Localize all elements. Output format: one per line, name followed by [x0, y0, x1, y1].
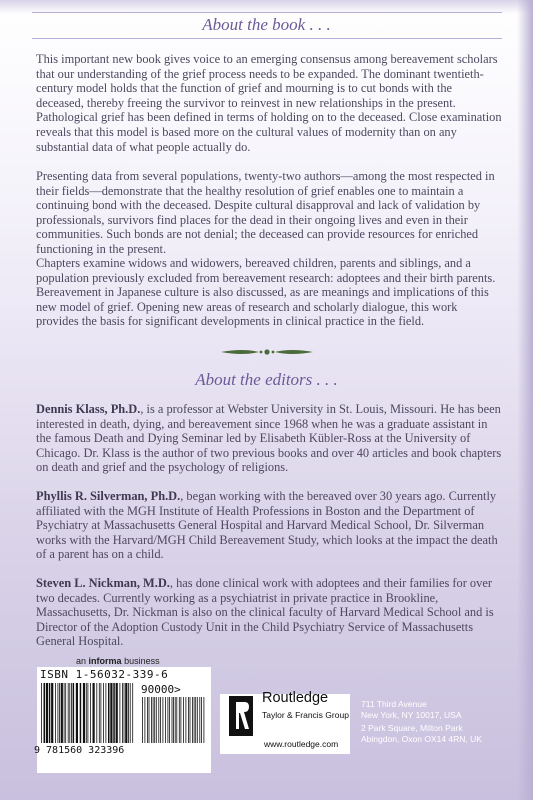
barcode-bar — [147, 697, 148, 743]
supplement-barcode — [141, 697, 207, 743]
barcode-bar — [183, 697, 184, 743]
barcode-bar — [71, 683, 72, 743]
barcode-bar — [64, 683, 65, 743]
barcode-bar — [132, 683, 133, 743]
barcode-bar — [103, 683, 104, 743]
ornament-divider — [219, 345, 315, 359]
barcode-bar — [41, 683, 42, 743]
barcode-bar — [163, 697, 164, 743]
barcode-bar — [101, 683, 102, 743]
publisher-name: Routledge — [262, 690, 329, 706]
price-supplement-label: 90000> — [141, 683, 181, 696]
about-editors-heading: About the editors . . . — [195, 370, 338, 389]
barcode-bar — [110, 683, 112, 743]
barcode-bar — [116, 683, 118, 743]
barcode-bar — [120, 683, 121, 743]
isbn-label: ISBN 1-56032-339-6 — [40, 668, 169, 681]
informa-suffix: business — [124, 656, 160, 666]
barcode-bar — [125, 683, 127, 743]
barcode-bar — [76, 683, 78, 743]
routledge-logo-icon — [229, 696, 253, 736]
barcode-bar — [51, 683, 53, 743]
right-shading — [517, 0, 533, 800]
barcode-bar — [151, 697, 152, 743]
editor-name: Phyllis R. Silverman, Ph.D. — [36, 489, 181, 503]
address-line: Abingdon, Oxon OX14 4RN, UK — [361, 734, 482, 744]
publisher-url: www.routledge.com — [264, 739, 339, 749]
barcode-bar — [86, 683, 87, 743]
informa-brand: informa — [88, 656, 122, 666]
isbn-barcode — [40, 683, 135, 743]
barcode-bar — [80, 683, 82, 743]
barcode-bar — [158, 697, 159, 743]
barcode-bar — [142, 697, 143, 743]
heading-top-rule — [32, 12, 502, 13]
barcode-bar — [194, 697, 195, 743]
informa-tagline — [76, 656, 160, 666]
book-paragraph-1: This important new book gives voice to an emerging consensus among bereavement scholars that our understanding of the grief process needs to be expanded. The dominant twentieth-century model holds that the function of grief and mourning is to cut bonds with the deceased, thereby freeing the survivor to reinvest in new relationships in the present. Pathological grief has been defined in terms of holding on to the deceased. Close examination reveals that this model is based more on the cultural values of modernity than on any substantial data of what people actually do. — [36, 52, 502, 154]
barcode-digits: 9 781560 323396 — [34, 745, 125, 756]
book-paragraph-2: Presenting data from several populations, twenty-two authors—among the most respected in their fields—demonstrate that the healthy resolution of grief enables one to maintain a continuing bond with the deceased. Despite cultural disapproval and lack of validation by professionals, survivors find places for the dead in their ongoing lives and even in their communities. Such bonds are not denial; the deceased can provide resources for enriched functioning in the present. — [36, 169, 495, 256]
address-line: 711 Third Avenue — [361, 699, 427, 709]
barcode-bar — [88, 683, 89, 743]
barcode-bar — [192, 697, 193, 743]
editor-name: Dennis Klass, Ph.D. — [36, 402, 141, 416]
editor-bio-nickman — [36, 576, 502, 649]
barcode-bar — [90, 683, 91, 743]
barcode-bar — [108, 683, 110, 743]
barcode-bar — [153, 697, 154, 743]
book-paragraph-3: Chapters examine widows and widowers, bereaved children, parents and siblings, and a population previously excluded from bereavement research: adoptees and their birth parents. Bereavement in Japanese culture is also discussed, as are meanings and implications of this new model of grief. Opening new areas of research and scholarly dialogue, this work provides the basis for significant developments in clinical practice in the field. — [36, 256, 496, 329]
barcode-bar — [160, 697, 161, 743]
editor-bio-text: , began working with the bereaved over 30 years ago. Currently affiliated with the MGH Institute of Health Professions in Boston and the Department of Psychiatry at Massachusetts General Hospital and Harvard Medical School, Dr. Silverman works with the Harvard/MGH Child Bereavement Study, which looks at the impact the death of a parent has on a child. — [36, 489, 498, 562]
editor-bio-text: , has done clinical work with adoptees and their families for over two decades. Currently working as a psychiatrist in private practice in Brookline, Massachusetts, Dr. Nickman is also on the clinical faculty of Harvard Medical School and is Director of the Adoption Custody Unit in the Child Psychiatry Service of Massachusetts General Hospital. — [36, 576, 494, 649]
barcode-bar — [149, 697, 150, 743]
barcode-bar — [49, 683, 51, 743]
barcode-bar — [73, 683, 75, 743]
barcode-bar — [154, 697, 155, 743]
editor-name: Steven L. Nickman, M.D. — [36, 576, 170, 590]
barcode-bar — [46, 683, 48, 743]
barcode-bar — [96, 683, 97, 743]
editor-bio-klass — [36, 402, 502, 475]
barcode-bar — [58, 683, 59, 743]
barcode-bar — [156, 697, 157, 743]
barcode-bar — [169, 697, 170, 743]
barcode-bar — [68, 683, 69, 743]
barcode-bar — [55, 683, 56, 743]
barcode-bar — [65, 683, 66, 743]
informa-prefix: an — [76, 656, 87, 666]
barcode-bar — [176, 697, 177, 743]
barcode-bar — [99, 683, 100, 743]
publisher-group: Taylor & Francis Group — [262, 710, 349, 720]
barcode-bar — [145, 697, 146, 743]
barcode-bar — [199, 697, 200, 743]
barcode-bar — [59, 683, 60, 743]
barcode-bar — [61, 683, 63, 743]
barcode-bar — [173, 697, 174, 743]
address-line: New York, NY 10017, USA — [361, 710, 462, 720]
publisher-address — [361, 699, 482, 745]
editor-bio-text: , is a professor at Webster University in St. Louis, Missouri. He has been interested in death, dying, and bereavement since 1968 when he was a graduate assistant in the famous Death and Dying Seminar led by Elisabeth Kübler-Ross at the University of Chicago. Dr. Klass is the author of two previous books and over 40 articles and book chapters on death and grief and the psychology of religions. — [36, 402, 502, 475]
barcode-bar — [175, 697, 176, 743]
barcode-bar — [188, 697, 189, 743]
barcode-bar — [124, 683, 125, 743]
barcode-bar — [186, 697, 187, 743]
barcode-bar — [190, 697, 191, 743]
barcode-bar — [106, 683, 107, 743]
barcode-bar — [93, 683, 95, 743]
barcode-bar — [113, 683, 115, 743]
barcode-bar — [197, 697, 198, 743]
barcode-bar — [165, 697, 166, 743]
barcode-bar — [130, 683, 131, 743]
barcode-bar — [69, 683, 70, 743]
barcode-bar — [204, 697, 205, 743]
barcode-bar — [168, 697, 169, 743]
about-book-heading: About the book . . . — [202, 15, 331, 34]
barcode-bar — [172, 697, 173, 743]
barcode-bar — [44, 683, 46, 743]
barcode-bar — [181, 697, 182, 743]
barcode-bar — [83, 683, 85, 743]
heading-bottom-rule — [32, 38, 502, 39]
barcode-bar — [201, 697, 202, 743]
barcode-bar — [122, 683, 123, 743]
barcode-bar — [128, 683, 129, 743]
barcode-bar — [179, 697, 180, 743]
barcode-bar — [195, 697, 196, 743]
editor-bio-silverman — [36, 489, 502, 562]
address-line: 2 Park Square, Milton Park — [361, 723, 463, 733]
